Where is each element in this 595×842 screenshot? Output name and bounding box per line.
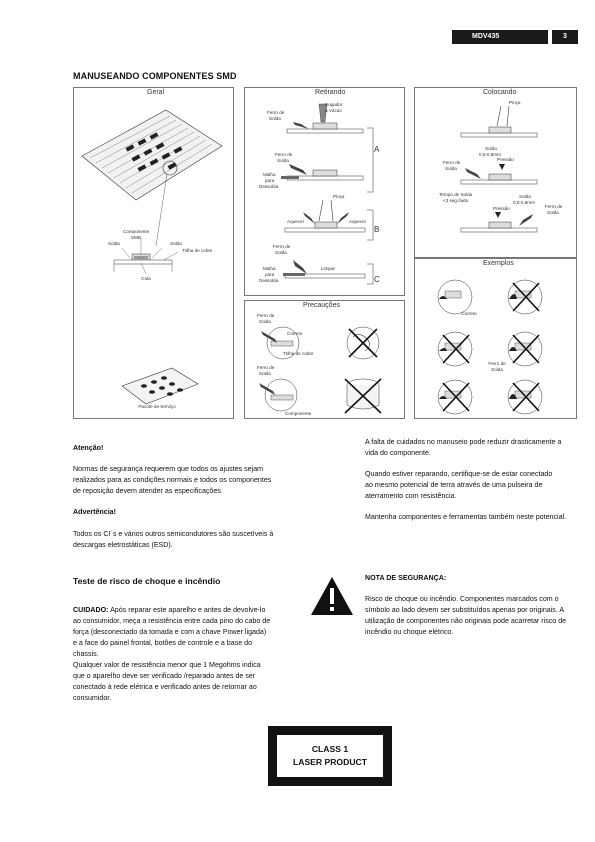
safety-line-2: símbolo ao lado devem ser substituídos apenas por originais. A — [365, 606, 565, 614]
label-prec-correto: Correto — [287, 331, 303, 336]
exemplos-illustration — [415, 259, 578, 420]
figure-retirando — [244, 87, 405, 296]
label-ferro-2b: Solda — [277, 158, 289, 163]
right-p1-line-1: A falta de cuidados no manuseio pode reduzir drasticamente a — [365, 438, 562, 446]
label-C: C — [374, 275, 380, 284]
label-ferro2-b: Solda — [547, 210, 559, 215]
figure-colocando — [414, 87, 577, 258]
label-ferro-3b: Solda — [275, 250, 287, 255]
geral-illustration — [74, 88, 235, 420]
shock-line-4: e a face do painel frontal, botões de controle e a base do — [73, 639, 253, 647]
page-number: 3 — [552, 30, 578, 44]
advertencia-line-1: Todos os CI´s e vários outros semicondutores são suscetíveis à — [73, 530, 274, 538]
retirando-illustration — [245, 88, 406, 297]
figure-exemplos — [414, 258, 577, 419]
atencao-line-2: realizados para as condições normais e todos os componentes — [73, 476, 272, 484]
figure-caption-exemplos: Exemplos — [483, 260, 514, 267]
cuidado-label: CUIDADO: — [73, 606, 109, 614]
label-prec-ferro1a: Ferro de — [257, 313, 275, 318]
safety-line-4: incêndio ou choque elétrico. — [365, 628, 454, 636]
label-diam-col: 0,5-0,8mm — [479, 152, 501, 157]
label-pacote: Pacote de Serviço — [138, 404, 176, 409]
atencao-title: Atenção! — [73, 444, 104, 452]
label-pinca-col: Pinça — [509, 100, 521, 105]
figure-precaucoes — [244, 300, 405, 419]
label-tempo-b: <3 seg./lado — [443, 198, 469, 203]
advertencia-title: Advertência! — [73, 508, 116, 516]
colocando-illustration — [415, 88, 578, 259]
label-limpar: Limpar — [321, 266, 336, 271]
label-aquecer-l: Aquecer — [287, 219, 305, 224]
advertencia-line-2: descargas eletrostáticas (ESD). — [73, 541, 173, 549]
label-smd: SMD — [130, 235, 142, 240]
label-A: A — [374, 145, 380, 154]
label-malha-2b: para — [265, 272, 275, 277]
label-solda-left: Solda — [108, 241, 120, 246]
label-malha-1c: Dessolda — [259, 184, 279, 189]
atencao-line-1: Normas de segurança requerem que todos os ajustes sejam — [73, 465, 264, 473]
shock-title: Teste de risco de choque e incêndio — [73, 576, 221, 586]
right-p1-line-2: vida do componente. — [365, 449, 431, 457]
label-pressao-2: Pressão — [493, 206, 510, 211]
laser-label-inner — [277, 735, 383, 777]
right-p2-line-1: Quando estiver reparando, certifique-se de estar conectado — [365, 470, 553, 478]
safety-line-3: utilização de componentes não originais pode acarretar risco de — [365, 617, 567, 625]
shock-line-7: que o aparelho deve ser verificado /reparado antes de ser — [73, 672, 256, 680]
laser-class-label — [268, 726, 392, 786]
label-solda2: Solda — [519, 194, 531, 199]
label-B: B — [374, 225, 380, 234]
shock-line-3: força (desconectado da tomada e com a chave Power ligada) — [73, 628, 267, 636]
label-prec-ferro2b: Solda — [259, 371, 271, 376]
figure-caption-retirando: Retirando — [315, 89, 346, 96]
label-pressao-1: Pressão — [497, 157, 514, 162]
safety-line-1: Risco de choque ou incêndio. Componentes marcados com o — [365, 595, 559, 603]
atencao-line-3: de reposição devem atender as especificações. — [73, 487, 223, 495]
label-ferro-ex-b: Solda — [491, 367, 503, 372]
shock-line-6: Qualquer valor de resistência menor que 1 Megohms indica — [73, 661, 261, 669]
label-malha-1a: Malha — [263, 172, 276, 177]
model-badge: MDV435 — [452, 30, 548, 44]
label-prec-ferro2a: Ferro de — [257, 365, 275, 370]
label-prec-trilha: Trilha de cobre — [283, 351, 314, 356]
label-trilha: Trilha de cobre — [182, 248, 213, 253]
label-componente: Componente — [122, 229, 150, 234]
shock-line-1 — [73, 605, 265, 615]
label-malha-1b: para — [265, 178, 275, 183]
label-sugador: Sugador — [325, 102, 343, 107]
label-malha-2a: Malha — [263, 266, 276, 271]
shock-line-8: conectado à rede elétrica e verificado antes de retornar ao — [73, 683, 257, 691]
precaucoes-illustration — [245, 301, 406, 420]
label-aquecer-r: Aquecer — [349, 219, 367, 224]
laser-line-2: LASER PRODUCT — [292, 757, 367, 767]
label-prec-ferro1b: Solda — [259, 319, 271, 324]
label-prec-componente: Componente — [285, 411, 312, 416]
label-pinca-ret: Pinça — [333, 194, 345, 199]
label-ferro-col-b: Solda — [445, 166, 457, 171]
label-malha-2c: Dessolda — [259, 278, 279, 283]
shock-line-9: consumidor. — [73, 694, 112, 702]
label-ferro-ex-a: Ferro de — [488, 361, 506, 366]
right-p2-line-2: ao mesmo potencial de terra através de uma pulseira de — [365, 481, 543, 489]
safety-title: NOTA DE SEGURANÇA: — [365, 574, 447, 582]
shock-line-5: chassis. — [73, 650, 99, 658]
figure-caption-precaucoes: Precauções — [303, 302, 340, 309]
right-p3-line-1: Mantenha componentes e ferramentas também neste potencial. — [365, 513, 567, 521]
label-ferro-2a: Ferro de — [275, 152, 293, 157]
label-ferro-col-a: Ferro de — [443, 160, 461, 165]
label-ferro-3a: Ferro de — [273, 244, 291, 249]
label-ferro-1a: Ferro de — [267, 110, 285, 115]
figure-caption-colocando: Colocando — [483, 89, 517, 96]
label-ferro-1b: Solda — [269, 116, 281, 121]
figure-caption-geral: Geral — [147, 89, 165, 96]
label-ferro2-a: Ferro de — [545, 204, 563, 209]
label-correto-ex: Correto — [461, 311, 477, 316]
section-title: MANUSEANDO COMPONENTES SMD — [73, 71, 237, 81]
label-tempo-a: Tempo de Solda — [439, 192, 473, 197]
label-solda-right: Solda — [170, 241, 182, 246]
figure-geral — [73, 87, 234, 419]
shock-line-2: ao consumidor, meça a resistência entre cada pino do cabo de — [73, 617, 271, 625]
label-cola: Cola — [141, 276, 151, 281]
shock-line-1-text: Após reparar este aparelho e antes de devolve-lo — [110, 606, 266, 614]
laser-line-1: CLASS 1 — [311, 744, 349, 754]
label-a-vacuo: a Vácuo — [325, 108, 342, 113]
label-diam2: 0,5-0,8mm — [513, 200, 535, 205]
label-solda-col: Solda — [485, 146, 497, 151]
right-p2-line-3: aterramento com resistência. — [365, 492, 457, 500]
warning-triangle-icon — [310, 576, 354, 616]
